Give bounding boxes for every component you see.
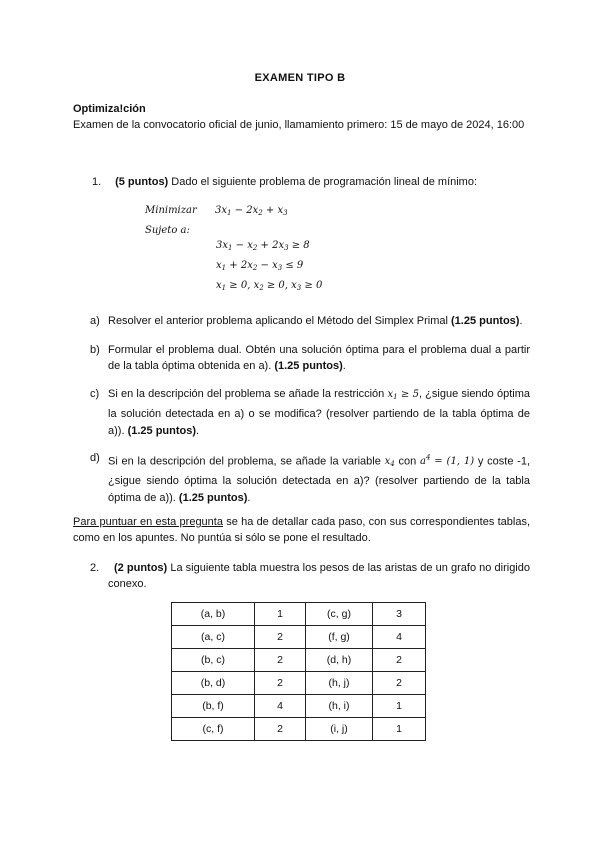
item-c-tail: . — [196, 425, 200, 437]
objective-function: $3x_1 - 2x_2 + x_3$ — [215, 205, 288, 217]
item-a-text: Resolver el anterior problema aplicando el Método del Simplex Primal — [108, 315, 451, 327]
edge-cell: (c, f) — [172, 718, 255, 741]
edge-cell: (b, f) — [172, 695, 255, 718]
edge-cell: (a, c) — [172, 626, 255, 649]
edge-cell: (d, h) — [306, 649, 373, 672]
item-d-text-before: Si en la descripción del problema, se añade la variable — [108, 455, 385, 468]
weight-cell: 1 — [373, 695, 426, 718]
exam-subtitle: Examen de la convocatorio oficial de junio, llamamiento primero: 15 de mayo de 2024, 16:00 — [73, 119, 525, 131]
item-d-tail: . — [247, 492, 251, 505]
edge-cell: (b, c) — [172, 649, 255, 672]
edge-cell: (c, g) — [306, 603, 373, 626]
weight-cell: 4 — [255, 695, 306, 718]
table-row — [172, 672, 426, 695]
problem-2-number: 2. — [90, 562, 100, 574]
constraint-2: $x_1 + 2x_2 - x_3 \le 9$ — [216, 260, 304, 272]
edge-cell: (i, j) — [306, 718, 373, 741]
problem-2-heading — [90, 560, 530, 592]
problem-1-intro: Dado el siguiente problema de programación lineal de mínimo: — [168, 176, 478, 188]
edge-cell: (h, j) — [306, 672, 373, 695]
table-row — [172, 603, 426, 626]
item-d-text-mid: con — [398, 455, 420, 468]
problem-2-intro: La siguiente tabla muestra los pesos de las aristas de un grafo no dirigido conexo. — [108, 562, 530, 590]
table-row — [172, 649, 426, 672]
item-a-points: (1.25 puntos) — [451, 315, 520, 327]
item-c-points: (1.25 puntos) — [127, 425, 197, 437]
scoring-note-underlined: Para puntuar en esta pregunta — [73, 516, 223, 528]
item-c-letter: c) — [90, 388, 100, 400]
item-b-points: (1.25 puntos) — [274, 360, 343, 372]
item-d-column-vector: $a^4 = (1$, 1) — [419, 454, 475, 468]
weight-cell: 1 — [255, 603, 306, 626]
weight-cell: 1 — [373, 718, 426, 741]
subject-to-label: Sujeto a: — [145, 225, 190, 236]
minimize-label: Minimizar — [145, 205, 197, 216]
scoring-note-text: se ha de detallar cada paso, con sus correspondientes tablas, como en los apuntes. No puntúa si sólo se pone el resultado. — [73, 516, 530, 544]
weight-cell: 2 — [255, 672, 306, 695]
edge-cell: (b, d) — [172, 672, 255, 695]
edge-weights-table — [171, 602, 426, 741]
weight-cell: 2 — [255, 649, 306, 672]
problem-1-heading — [92, 176, 477, 188]
item-d — [90, 450, 530, 507]
item-a-tail: . — [519, 315, 523, 327]
problem-1-number: 1. — [92, 176, 102, 188]
item-c-text-before: Si en la descripción del problema se añade la restricción — [108, 388, 388, 400]
item-b — [90, 342, 530, 374]
item-a-letter: a) — [90, 315, 100, 327]
weight-cell: 2 — [255, 626, 306, 649]
constraint-1: $3x_1 - x_2 + 2x_3 \ge 8$ — [216, 240, 310, 252]
edge-cell: (f, g) — [306, 626, 373, 649]
problem-1-points: (5 puntos) — [115, 176, 169, 188]
item-d-points: (1.25 puntos) — [178, 492, 248, 505]
item-d-letter: d) — [90, 452, 100, 464]
item-b-text: Formular el problema dual. Obtén una solución óptima para el problema dual a partir de la tabla óptima obtenida en a). — [108, 344, 530, 372]
weight-cell: 4 — [373, 626, 426, 649]
edge-cell: (h, i) — [306, 695, 373, 718]
weight-cell: 2 — [373, 672, 426, 695]
table-row — [172, 695, 426, 718]
edge-cell: (a, b) — [172, 603, 255, 626]
weight-cell: 2 — [255, 718, 306, 741]
item-c-restriction: $x_1 \ge 5$ — [387, 389, 419, 401]
item-c-text-after: , ¿sigue siendo óptima la solución detectada en a) o se modifica? (resolver partiendo de la tabla óptima de a)). — [108, 388, 530, 437]
item-d-text-after: y coste -1, ¿sigue siendo óptima la solución detectada en a)? (resolver partiendo de la tabla óptima de a)). — [108, 455, 531, 505]
nonnegativity-constraints: $x_1 \ge 0$, $x_2 \ge 0$, $x_3 \ge 0$ — [216, 280, 323, 292]
section-title: Optimiza!ción — [73, 103, 146, 115]
item-b-tail: . — [342, 360, 346, 372]
weight-cell: 2 — [373, 649, 426, 672]
weight-cell: 3 — [373, 603, 426, 626]
table-row — [172, 626, 426, 649]
problem-2-points: (2 puntos) — [114, 562, 168, 574]
exam-title: EXAMEN TIPO B — [254, 72, 346, 84]
item-a — [90, 313, 530, 329]
item-b-letter: b) — [90, 344, 100, 356]
scoring-note — [73, 514, 530, 546]
item-c — [90, 386, 530, 440]
item-d-variable: $x_4$ — [384, 456, 395, 469]
table-row — [172, 718, 426, 741]
